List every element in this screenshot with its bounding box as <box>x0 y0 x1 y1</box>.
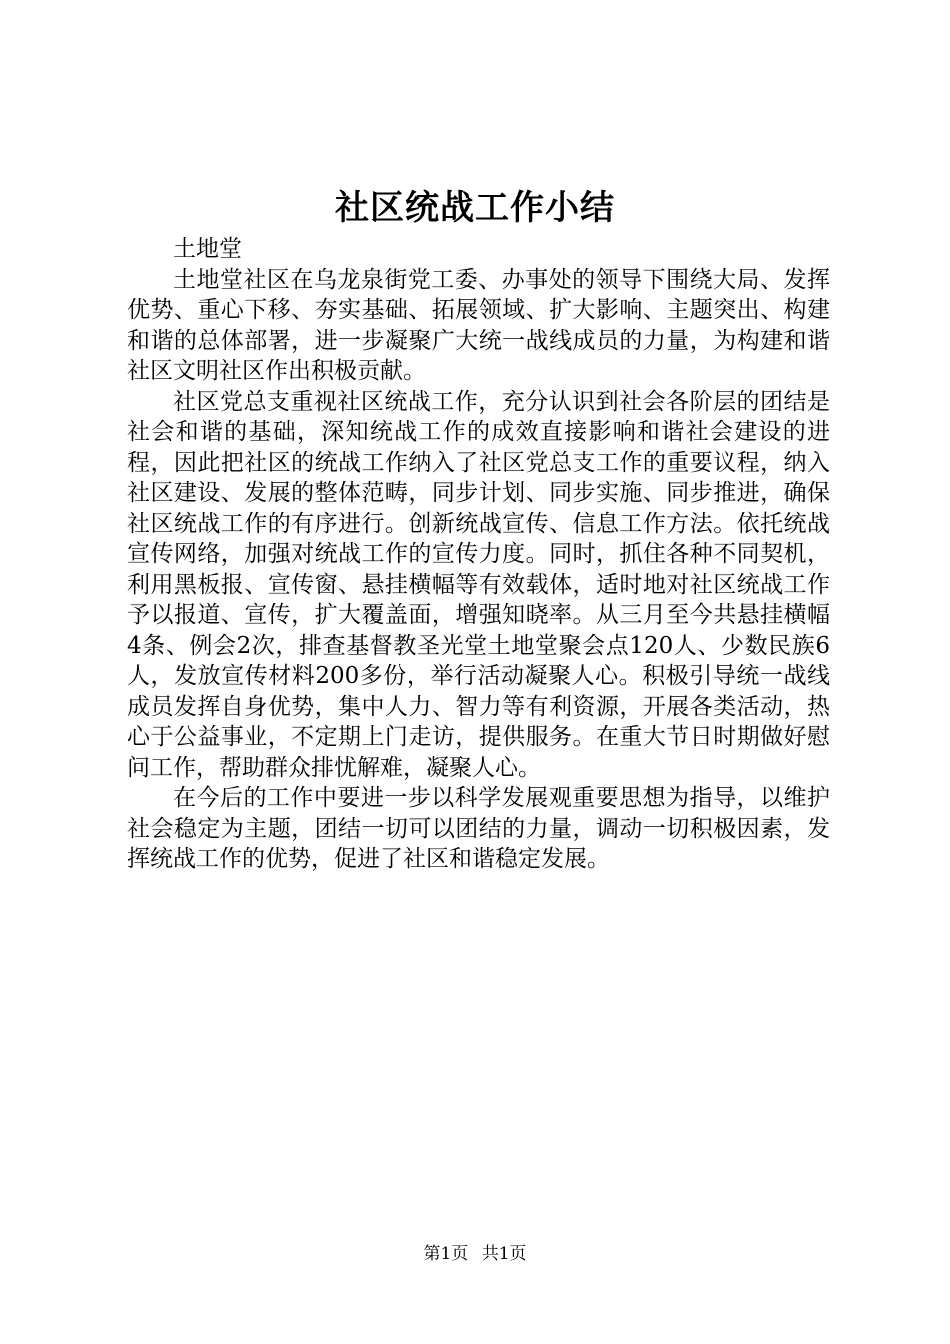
page-number-current: 第1页 <box>423 1244 469 1264</box>
paragraph-2: 社区党总支重视社区统战工作，充分认识到社会各阶层的团结是社会和谐的基础，深知统战工作的成效直接影响和谐社会建设的进程，因此把社区的统战工作纳入了社区党总支工作的重要议程，纳入社区建设、发展的整体范畴，同步计划、同步实施、同步推进，确保社区统战工作的有序进行。创新统战宣传、信息工作方法。依托统战宣传网络，加强对统战工作的宣传力度。同时，抓住各种不同契机，利用黑板报、宣传窗、悬挂横幅等有效载体，适时地对社区统战工作予以报道、宣传，扩大覆盖面，增强知晓率。从三月至今共悬挂横幅4条、例会2次，排查基督教圣光堂土地堂聚会点120人、少数民族6人，发放宣传材料200多份，举行活动凝聚人心。积极引导统一战线成员发挥自身优势，集中人力、智力等有利资源，开展各类活动，热心于公益事业，不定期上门走访，提供服务。在重大节日时期做好慰问工作，帮助群众排忧解难，凝聚人心。 <box>127 388 830 781</box>
document-title: 社区统战工作小结 <box>335 188 615 228</box>
paragraph-3: 在今后的工作中要进一步以科学发展观重要思想为指导，以维护社会稳定为主题，团结一切可以团结的力量，调动一切积极因素，发挥统战工作的优势，促进了社区和谐稳定发展。 <box>127 785 830 872</box>
author-line: 土地堂 <box>173 236 242 262</box>
paragraph-1: 土地堂社区在乌龙泉街党工委、办事处的领导下围绕大局、发挥优势、重心下移、夯实基础、拓展领域、扩大影响、主题突出、构建和谐的总体部署，进一步凝聚广大统一战线成员的力量，为构建和谐社区文明社区作出积极贡献。 <box>127 266 830 384</box>
document-body <box>127 234 830 875</box>
page-footer <box>0 1243 950 1265</box>
page-number-total: 共1页 <box>481 1244 527 1264</box>
